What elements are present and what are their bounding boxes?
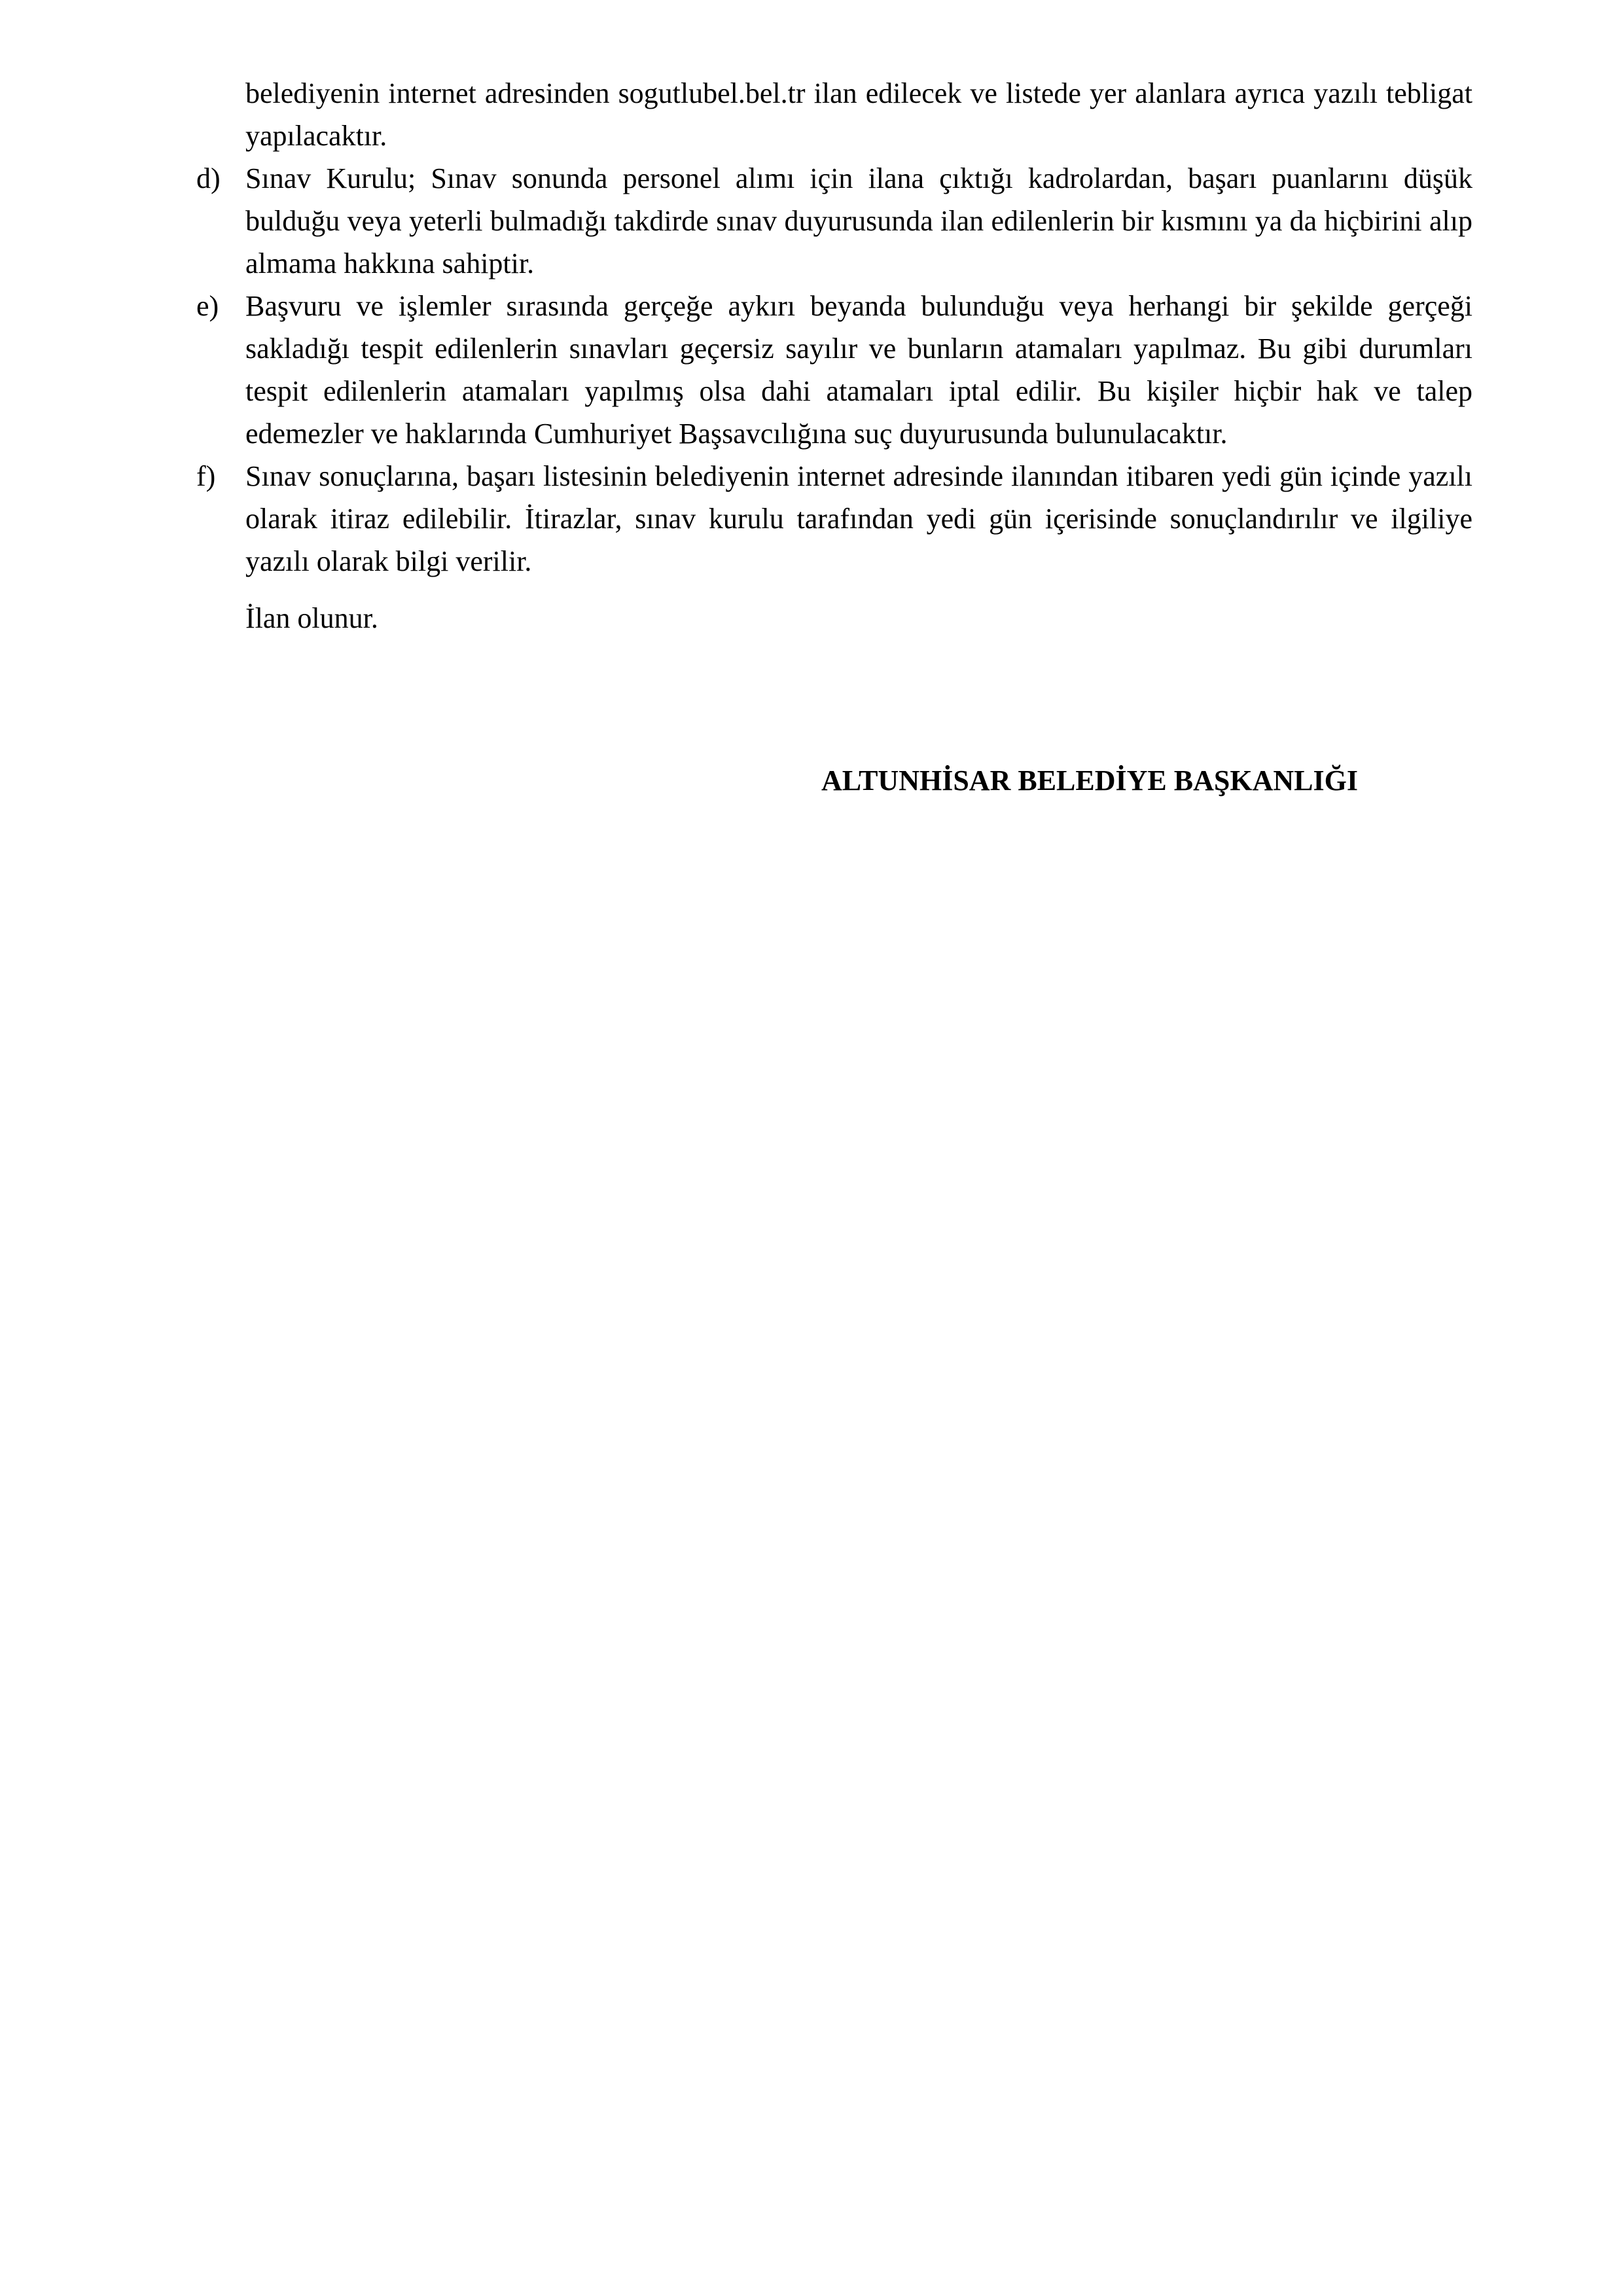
- list-item-text: Sınav sonuçlarına, başarı listesinin belediyenin internet adresinde ilanından itibaren yedi gün içinde yazılı olarak itiraz edilebilir. İtirazlar, sınav kurulu tarafından yedi gün içerisinde sonuçlandırılır ve ilgiliye yazılı olarak bilgi verilir.: [245, 460, 1472, 577]
- list-item-d: [196, 157, 1472, 285]
- list-marker: f): [196, 460, 216, 492]
- list-marker: e): [196, 290, 219, 322]
- continuation-paragraph: belediyenin internet adresinden sogutlubel.bel.tr ilan edilecek ve listede yer alanlara ayrıca yazılı tebligat yapılacaktır.: [245, 77, 1472, 152]
- list-item-e: [196, 285, 1472, 455]
- closing-line: İlan olunur.: [245, 602, 378, 634]
- list-item-f: [196, 455, 1472, 583]
- list-item-text: Sınav Kurulu; Sınav sonunda personel alımı için ilana çıktığı kadrolardan, başarı puanlarını düşük bulduğu veya yeterli bulmadığı takdirde sınav duyurusunda ilan edilenlerin bir kısmını ya da hiçbirini alıp almama hakkına sahiptir.: [245, 162, 1472, 279]
- signature-authority: ALTUNHİSAR BELEDİYE BAŞKANLIĞI: [821, 764, 1358, 797]
- document-body: [196, 72, 1472, 639]
- list-marker: d): [196, 162, 221, 194]
- list-item-text: Başvuru ve işlemler sırasında gerçeğe aykırı beyanda bulunduğu veya herhangi bir şekilde gerçeği sakladığı tespit edilenlerin sınavları geçersiz sayılır ve bunların atamaları yapılmaz. Bu gibi durumları tespit edilenlerin atamaları yapılmış olsa dahi atamaları iptal edilir. Bu kişiler hiçbir hak ve talep edemezler ve haklarında Cumhuriyet Başsavcılığına suç duyurusunda bulunulacaktır.: [245, 290, 1472, 450]
